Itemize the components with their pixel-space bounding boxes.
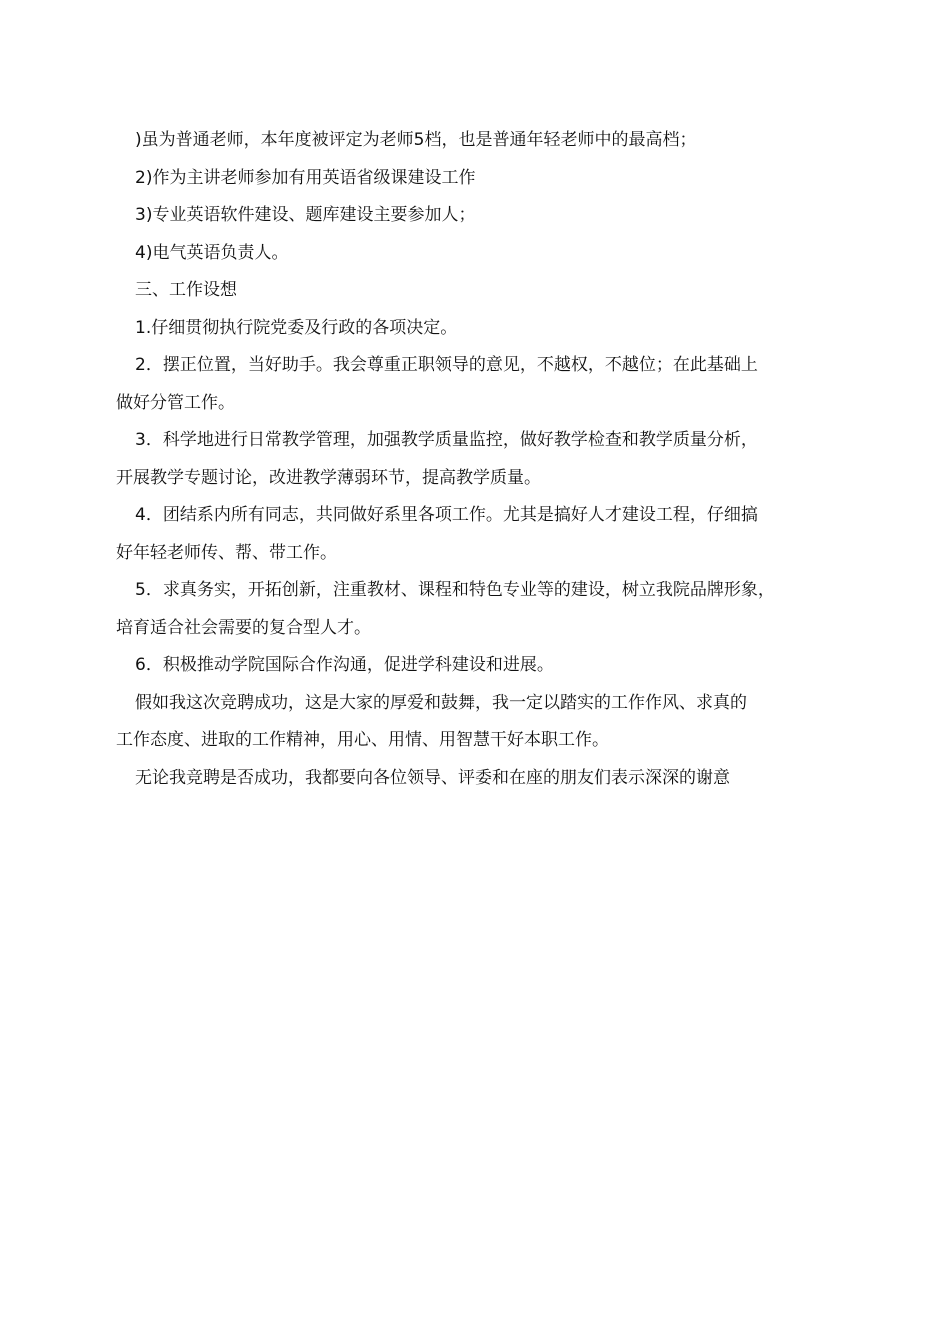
text-line: )虽为普通老师，本年度被评定为老师5档，也是普通年轻老师中的最高档；: [135, 130, 697, 150]
document-body: [116, 122, 852, 797]
section-heading-work-plan: [116, 272, 852, 310]
text-line: 假如我这次竞聘成功，这是大家的厚爱和鼓舞，我一定以踏实的工作作风、求真的: [135, 692, 747, 713]
paragraph-plan-4: [116, 497, 852, 572]
text-line: 无论我竞聘是否成功，我都要向各位领导、评委和在座的朋友们表示深深的谢意: [135, 767, 730, 788]
paragraph-plan-3: [116, 422, 852, 497]
paragraph-achievement-1: [116, 122, 852, 160]
text-line: 3．科学地进行日常教学管理，加强教学质量监控，做好教学检查和教学质量分析，: [135, 430, 758, 450]
text-line: 2．摆正位置，当好助手。我会尊重正职领导的意见，不越权，不越位；在此基础上: [135, 355, 758, 375]
paragraph-closing-thanks: [116, 760, 852, 798]
text-line: 3)专业英语软件建设、题库建设主要参加人；: [135, 205, 476, 225]
text-line: 做好分管工作。: [116, 392, 235, 413]
text-line: 4)电气英语负责人。: [135, 242, 289, 263]
text-line: 开展教学专题讨论，改进教学薄弱环节，提高教学质量。: [116, 467, 541, 488]
text-line: 2)作为主讲老师参加有用英语省级课建设工作: [135, 167, 476, 188]
paragraph-plan-6: [116, 647, 852, 685]
paragraph-plan-5: [116, 572, 852, 647]
paragraph-plan-1: [116, 310, 852, 348]
section-heading: 三、工作设想: [135, 280, 237, 300]
paragraph-achievement-4: [116, 235, 852, 273]
text-line: 5．求真务实，开拓创新，注重教材、课程和特色专业等的建设，树立我院品牌形象，: [135, 580, 775, 600]
text-line: 工作态度、进取的工作精神，用心、用情、用智慧干好本职工作。: [116, 730, 609, 750]
text-line: 4．团结系内所有同志，共同做好系里各项工作。尤其是搞好人才建设工程，仔细搞: [135, 505, 758, 525]
text-line: 培育适合社会需要的复合型人才。: [116, 617, 371, 638]
text-line: 6．积极推动学院国际合作沟通，促进学科建设和进展。: [135, 655, 554, 675]
text-line: 好年轻老师传、帮、带工作。: [116, 542, 337, 563]
text-line: 1.仔细贯彻执行院党委及行政的各项决定。: [135, 317, 458, 338]
paragraph-if-successful: [116, 685, 852, 760]
paragraph-achievement-2: [116, 160, 852, 198]
paragraph-plan-2: [116, 347, 852, 422]
paragraph-achievement-3: [116, 197, 852, 235]
